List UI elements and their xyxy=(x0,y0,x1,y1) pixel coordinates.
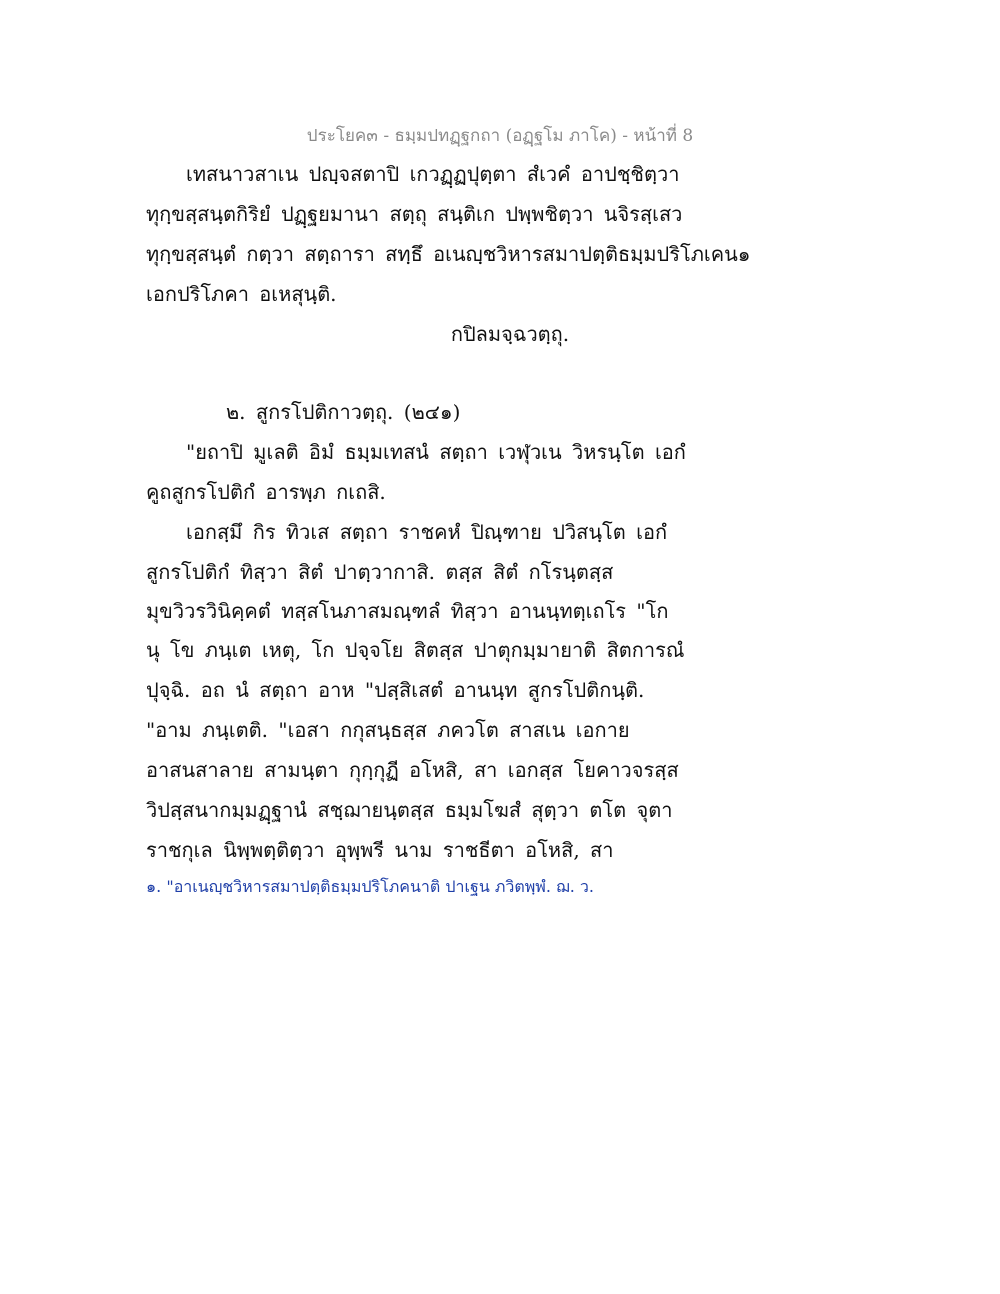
paragraph-line: สูกรโปติกํ ทิสฺวา สิตํ ปาตฺวากาสิ. ตสฺส สิตํ กโรนฺตสฺส xyxy=(146,560,614,584)
paragraph-line: ทุกฺขสฺสนฺตกิริยํ ปฏฺฐยมานา สตฺถุ สนฺติเก ปพฺพชิตฺวา นจิรสฺเสว xyxy=(146,202,683,226)
paragraph-line: นุ โข ภนฺเต เหตุ, โก ปจฺจโย สิตสฺส ปาตุกมฺมายาติ สิตการณํ xyxy=(146,638,685,662)
page-header: ประโยค๓ - ธมฺมปทฏฺฐกถา (อฏฺฐโม ภาโค) - หน้าที่ 8 xyxy=(306,126,694,146)
paragraph-line: เทสนาวสาเน ปญฺจสตาปิ เกวฏฺฏปุตฺตา สํเวคํ อาปชฺชิตฺวา xyxy=(186,162,680,186)
paragraph-line: อาสนสาลาย สามนฺตา กุกฺกุฏี อโหสิ, สา เอกสฺส โยคาวจรสฺส xyxy=(146,758,679,782)
paragraph-line: คูถสูกรโปติกํ อารพฺภ กเถสิ. xyxy=(146,480,386,504)
story-closing-title: กปิลมจฺฉวตฺถุ. xyxy=(450,322,570,346)
paragraph-line: "อาม ภนฺเตติ. "เอสา กกุสนฺธสฺส ภควโต สาสเน เอกาย xyxy=(146,718,630,742)
section-heading: ๒. สูกรโปติกาวตฺถุ. (๒๔๑) xyxy=(226,400,461,424)
paragraph-line: เอกสฺมึ กิร ทิวเส สตฺถา ราชคหํ ปิณฺฑาย ปวิสนฺโต เอกํ xyxy=(186,520,668,544)
paragraph-line: มุขวิวรวินิคฺคตํ ทสฺสโนภาสมณฺฑลํ ทิสฺวา อานนฺทตฺเถโร "โก xyxy=(146,599,669,623)
paragraph-line: เอกปริโภคา อเหสุนฺติ. xyxy=(146,282,337,306)
paragraph-line: ปุจฺฉิ. อถ นํ สตฺถา อาห "ปสฺสิเสตํ อานนฺท สูกรโปติกนฺติ. xyxy=(146,678,645,702)
paragraph-line: "ยถาปิ มูเลติ อิมํ ธมฺมเทสนํ สตฺถา เวฬุวเน วิหรนฺโต เอกํ xyxy=(186,440,686,464)
footnote: ๑. "อาเนญฺชวิหารสมาปตฺติธมฺมปริโภคนาติ ปาเฐน ภวิตพฺพํ. ฌ. ว. xyxy=(146,877,594,896)
paragraph-line: ทุกฺขสฺสนฺตํ กตฺวา สตฺถารา สทฺธึ อเนญฺชวิหารสมาปตฺติธมฺมปริโภเคน๑ xyxy=(146,242,751,266)
paragraph-line: วิปสฺสนากมฺมฏฺฐานํ สชฺฌายนฺตสฺส ธมฺมโฆสํ สุตฺวา ตโต จุตา xyxy=(146,798,673,822)
paragraph-line: ราชกุเล นิพฺพตฺติตฺวา อุพฺพรี นาม ราชธีตา อโหสิ, สา xyxy=(146,838,614,862)
